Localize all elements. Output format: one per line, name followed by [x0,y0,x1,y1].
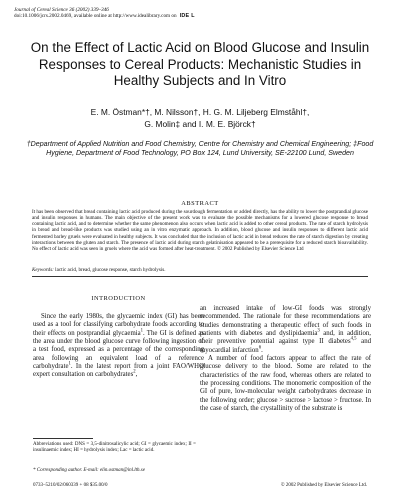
intro-paragraph-1: Since the early 1980s, the glycaemic index (GI) has been used as a tool for classifying carbohydrate foods according to their effects on postprandial glycaemia$^1$. The GI is defined as the area under the blood glucose curve following ingestion of a test food, expressed as a percentage of the corresponding area following an equivalent load of a reference carbohydrate$^1$. In the latest report from a joint FAO/WHO expert consultation on carbohydrates$^2$, [33,313,204,379]
citation-ref[interactable]: 1 [140,328,144,334]
issn-line: 0733–5210/02/060339 + 08 $35.00/0 [33,483,108,488]
doi-line[interactable]: doi:10.1006/jcrs.2002.0469, available online at http://www.idealibrary.com on [14,13,177,20]
right-column [200,305,371,413]
keywords [32,267,368,273]
author-list [30,106,370,130]
abbreviations-footnote: Abbreviations used: DNS = 3,5-dinitrosalicylic acid; GI = glycaemic index; II = insulinaemic index; HI = hydrolysis index; Lac = lactic acid. [33,442,196,454]
bottom-copyright: © 2002 Published by Elsevier Science Ltd. [280,483,367,488]
citation-ref[interactable]: 3 [317,328,320,334]
keywords-list: lactic acid, bread, glucose response, starch hydrolysis. [55,267,166,273]
journal-citation: Journal of Cereal Science 36 (2002) 339–346 [14,7,109,13]
intro-paragraph-3: A number of food factors appear to affect the rate of glucose delivery to the blood. Some are related to the characteristics of the raw food, whereas others are related to the processing conditions. The monomeric composition of the GI of pure, low-molecular weight carbohydrates decrease in the following order; glucose > sucrose > lactose > fructose. In the case of starch, the crystallinity of the substrate is [200,355,371,413]
citation-ref[interactable]: 1 [68,361,71,367]
corresponding-author-footnote: * Corresponding author. E-mail: elin.ostman@inl.lth.se [33,468,145,473]
introduction-heading: INTRODUCTION [91,295,146,302]
ideal-logo-icon: IDE L [179,13,195,20]
abstract-copyright: © 2002 Published by Elsevier Science Ltd [217,245,304,252]
abstract-heading: ABSTRACT [181,200,219,207]
authors-line-1: E. M. Östman*†, M. Nilsson†, H. G. M. Liljeberg Elmståhl†, [90,107,310,117]
citation-ref[interactable]: 4,5 [350,337,357,343]
article-title: On the Effect of Lactic Acid on Blood Glucose and Insulin Responses to Cereal Products: Mechanistic Studies in Healthy Subjects and In Vitro [30,40,370,89]
citation-ref[interactable]: 2 [133,370,136,376]
intro-paragraph-2: an increased intake of low-GI foods was strongly recommended. The rationale for these recommendations are studies demonstrating a therapeutic effect of such foods in patients with diabetes and dyslipidaemia$^3$ and, in addition, their preventive potential against type II diabetes$^{4,5}$ and myocardial infarction$^6$. [200,305,372,354]
abstract-body [32,209,368,252]
citation-ref[interactable]: 6 [258,345,262,351]
journal-header [14,7,386,20]
left-column [33,313,204,380]
keywords-label: Keywords: [32,267,54,273]
abstract-divider [32,276,368,277]
footnote-divider [33,438,93,439]
abstract-text: It has been observed that bread containing lactic acid produced during the sourdough fermentation or added directly, has the ability to lower the postprandial glucose and insulin responses in humans. The main objective of the present work was to evaluate the possible mechanisms for a lowered glucose response to bread containing lactic acid, and to determine whether the same phenomenon also occurs when lactic acid is added to other cereal products. The rate of starch hydrolysis in bread and bread-like products was studied using an in vitro enzymatic approach. In addition, blood glucose and insulin responses to different lactic acid fermented barley gruels were evaluated in healthy subjects. It was concluded that the inclusion of lactic acid in bread reduces the rate of starch digestion by creating interactions between the gluten and starch. The presence of lactic acid during starch gelatinisation appeared to be a prerequisite for a reduced starch bioavailability. No effect of lactic acid was seen in gruels where the acid was formed after heat-treatment. [32,209,368,252]
affiliation: †Department of Applied Nutrition and Food Chemistry, Centre for Chemistry and Chemical Engineering; ‡Food Hygiene, Department of Food Technology, PO Box 124, Lund University, SE-22100 Lund, Sweden [26,140,374,158]
authors-line-2: G. Molin‡ and I. M. E. Björck† [144,119,256,130]
